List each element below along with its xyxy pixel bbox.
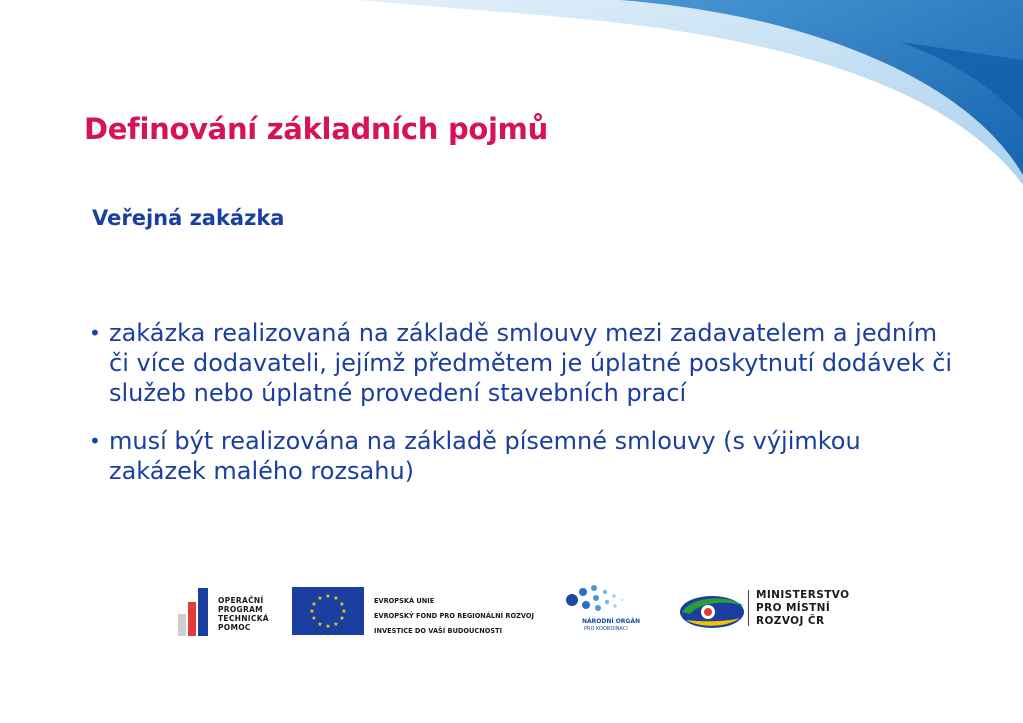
svg-text:★: ★ <box>339 615 345 622</box>
optp-bars-icon <box>176 580 216 640</box>
mmr-divider <box>748 590 749 626</box>
mmr-emblem-icon <box>678 590 746 634</box>
logo-strip <box>0 580 1023 640</box>
eu-label: EVROPSKÁ UNIE EVROPSKÝ FOND PRO REGIONÁLNÍ ROZVOJ INVESTICE DO VAŠÍ BUDOUCNOSTI <box>374 597 534 635</box>
optp-logo <box>176 580 286 640</box>
bullet-list <box>89 318 959 504</box>
bullet-item <box>89 318 959 408</box>
slide-title: Definování základních pojmů <box>84 112 548 146</box>
svg-text:★: ★ <box>311 615 317 622</box>
bullet-item <box>89 426 959 486</box>
narodni-organ-label: NÁRODNÍ ORGÁN <box>582 618 641 625</box>
svg-text:★: ★ <box>333 621 339 628</box>
svg-text:★: ★ <box>325 593 331 600</box>
bullet-marker: • <box>89 429 101 453</box>
narodni-organ-logo <box>562 580 652 640</box>
mmr-logo <box>678 580 858 640</box>
svg-text:★: ★ <box>309 608 315 615</box>
slide-subtitle: Veřejná zakázka <box>92 206 285 230</box>
bullet-marker: • <box>89 321 101 345</box>
eu-logo <box>292 580 552 640</box>
svg-text:★: ★ <box>325 623 331 630</box>
dots-icon <box>562 580 632 616</box>
eu-flag-icon <box>292 587 364 635</box>
mmr-label: MINISTERSTVO PRO MÍSTNÍ ROZVOJ ČR <box>756 589 850 627</box>
svg-text:★: ★ <box>341 608 347 615</box>
svg-text:★: ★ <box>317 621 323 628</box>
narodni-organ-sublabel: PRO KOORDINACI <box>584 626 628 632</box>
svg-text:★: ★ <box>317 595 323 602</box>
bullet-text: zakázka realizovaná na základě smlouvy mezi zadavatelem a jedním či více dodavateli, jejímž předmětem je úplatné poskytnutí dodávek či služeb nebo úplatné provedení stavebních prací <box>109 319 953 407</box>
bullet-text: musí být realizována na základě písemné smlouvy (s výjimkou zakázek malého rozsahu) <box>109 427 861 485</box>
optp-label: OPERAČNÍ PROGRAM TECHNICKÁ POMOC <box>218 596 269 632</box>
svg-text:★: ★ <box>311 601 317 608</box>
svg-text:★: ★ <box>333 595 339 602</box>
svg-text:★: ★ <box>339 601 345 608</box>
